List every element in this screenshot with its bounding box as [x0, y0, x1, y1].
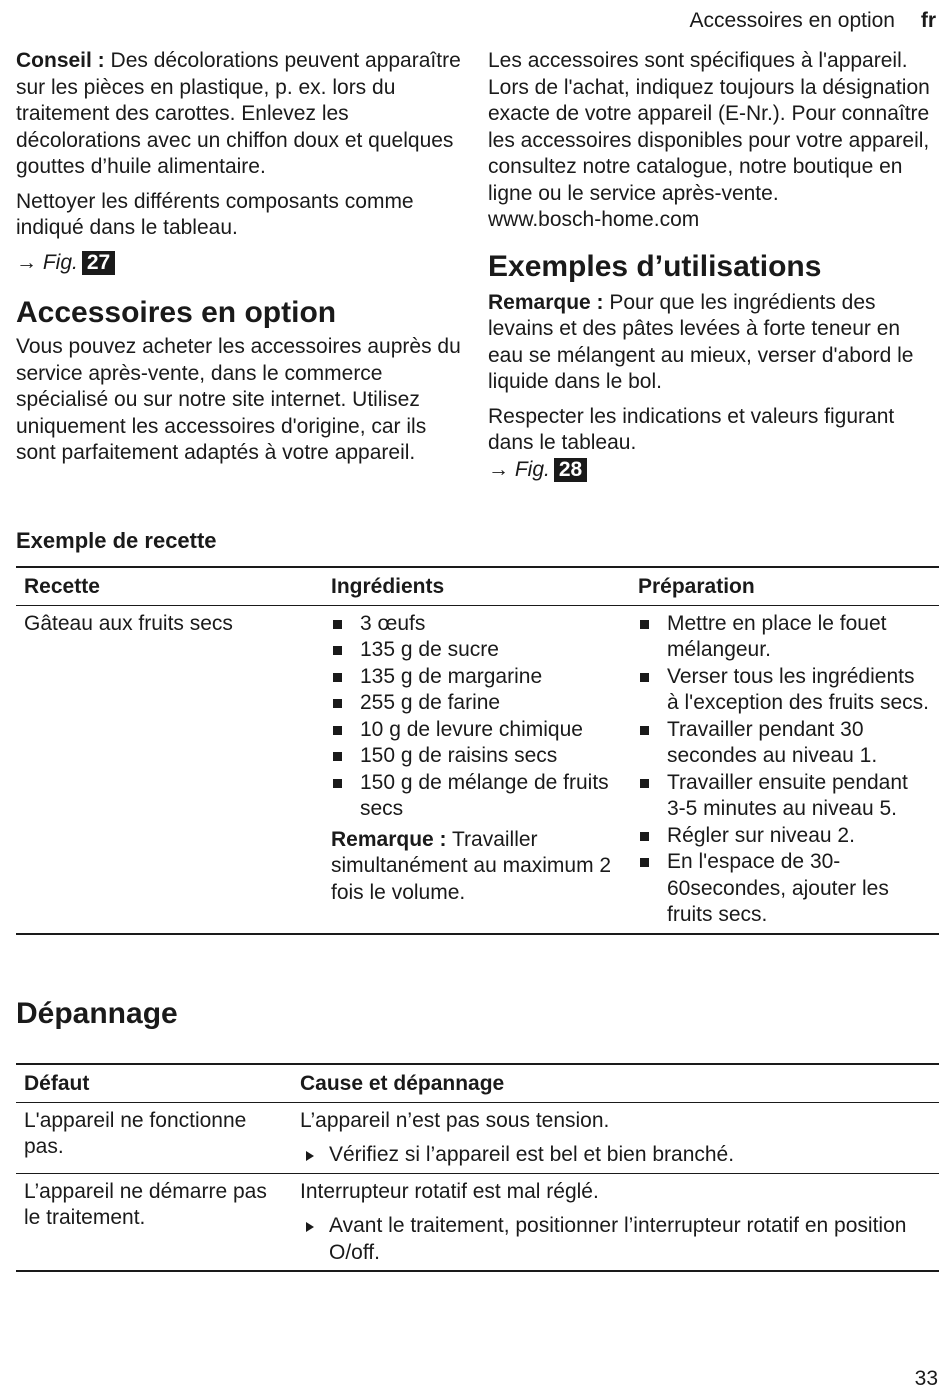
list-item: 135 g de margarine	[331, 664, 622, 691]
column-header: Cause et dépannage	[300, 1072, 505, 1095]
table-row	[16, 605, 939, 934]
fault-cell: L'appareil ne fonctionne pas.	[24, 1108, 247, 1158]
column-header: Recette	[24, 575, 100, 598]
conseil-text: Des décolorations peuvent apparaître sur les pièces en plastique, p. ex. lors du traitement des carottes. Enlevez les décolorations avec un chiffon doux et quelques gouttes d’huile alimentaire.	[16, 49, 461, 178]
list-item: 10 g de levure chimique	[331, 717, 622, 744]
right-column	[488, 48, 940, 491]
recipe-note	[331, 827, 622, 907]
list-item: Travailler pendant 30 secondes au niveau 1.	[638, 717, 931, 770]
list-item: 255 g de farine	[331, 690, 622, 717]
note-text: Travailler simultanément au maximum 2 fois le volume.	[331, 827, 612, 904]
fig-reference-28	[488, 457, 940, 484]
list-item: Régler sur niveau 2.	[638, 823, 931, 850]
list-item: Travailler ensuite pendant 3-5 minutes au niveau 5.	[638, 770, 931, 823]
action-text: Vérifiez si l’appareil est bel et bien branché.	[300, 1142, 931, 1169]
ingredient-list	[331, 611, 622, 823]
note-label: Remarque :	[331, 827, 447, 851]
cause-cell	[292, 1102, 939, 1173]
page-header	[690, 8, 936, 35]
respect-paragraph: Respecter les indications et valeurs figurant dans le tableau.	[488, 404, 895, 454]
list-item: 150 g de raisins secs	[331, 743, 622, 770]
column-header: Défaut	[24, 1072, 90, 1095]
list-item: Verser tous les ingrédients à l'exception des fruits secs.	[638, 664, 931, 717]
remarque-text: Pour que les ingrédients des levains et des pâtes levées à forte teneur en eau se mélangent au mieux, verser d'abord le liquide dans le bol.	[488, 290, 914, 393]
fig-reference-27	[16, 250, 461, 277]
list-item: 150 g de mélange de fruits secs	[331, 770, 622, 823]
list-item: 3 œufs	[331, 611, 622, 638]
fault-cell: L’appareil ne démarre pas le traitement.	[24, 1179, 267, 1229]
accessories-heading: Accessoires en option	[16, 296, 337, 329]
table-header-row	[16, 567, 939, 605]
recipe-title: Exemple de recette	[16, 528, 217, 553]
fig-prefix: → Fig.	[16, 250, 78, 274]
table-header-row	[16, 1064, 939, 1102]
remarque-label: Remarque :	[488, 290, 604, 314]
conseil-label: Conseil :	[16, 49, 105, 72]
column-header: Ingrédients	[331, 575, 445, 598]
cause-cell	[292, 1173, 939, 1271]
fig-number-badge: 27	[82, 251, 115, 275]
examples-heading: Exemples d’utilisations	[488, 249, 822, 283]
table-row	[16, 1102, 939, 1173]
ingredients-cell	[323, 605, 630, 934]
recipe-name: Gâteau aux fruits secs	[24, 611, 233, 635]
header-section-title: Accessoires en option	[689, 9, 895, 32]
troubleshooting-table	[16, 1063, 939, 1272]
column-header: Préparation	[638, 575, 755, 598]
recipe-table	[16, 566, 939, 935]
list-item: Mettre en place le fouet mélangeur.	[638, 611, 931, 664]
page-number: 33	[914, 1366, 938, 1390]
left-column	[16, 48, 461, 475]
remarque-paragraph	[488, 290, 940, 396]
accessories-paragraph: Vous pouvez acheter les accessoires auprès du service après-vente, dans le commerce spécialisé ou sur notre site internet. Utilisez uniquement les accessoires d'origine, car ils sont parfaitement adaptés à votre appareil.	[16, 335, 461, 464]
table-row	[16, 1173, 939, 1271]
troubleshooting-heading: Dépannage	[16, 997, 178, 1030]
cause-text: L’appareil n’est pas sous tension.	[300, 1108, 610, 1132]
website-text: www.bosch-home.com	[488, 208, 700, 231]
specific-paragraph: Les accessoires sont spécifiques à l'appareil. Lors de l'achat, indiquez toujours la désignation exacte de votre appareil (E-Nr.). Pour connaître les accessoires disponibles pour votre appareil, consultez notre catalogue, notre boutique en ligne ou le service après-vente.	[488, 49, 930, 205]
clean-paragraph: Nettoyer les différents composants comme indiqué dans le tableau.	[16, 189, 414, 239]
fig-prefix: → Fig.	[488, 457, 550, 481]
step-list	[638, 611, 931, 929]
cause-text: Interrupteur rotatif est mal réglé.	[300, 1179, 599, 1203]
conseil-paragraph	[16, 48, 461, 181]
list-item: 135 g de sucre	[331, 637, 622, 664]
header-language: fr	[920, 9, 936, 32]
fig-number-badge: 28	[554, 458, 587, 482]
preparation-cell	[630, 605, 939, 934]
action-text: Avant le traitement, positionner l’interrupteur rotatif en position O/off.	[300, 1213, 931, 1266]
list-item: En l'espace de 30-60secondes, ajouter les fruits secs.	[638, 849, 931, 929]
